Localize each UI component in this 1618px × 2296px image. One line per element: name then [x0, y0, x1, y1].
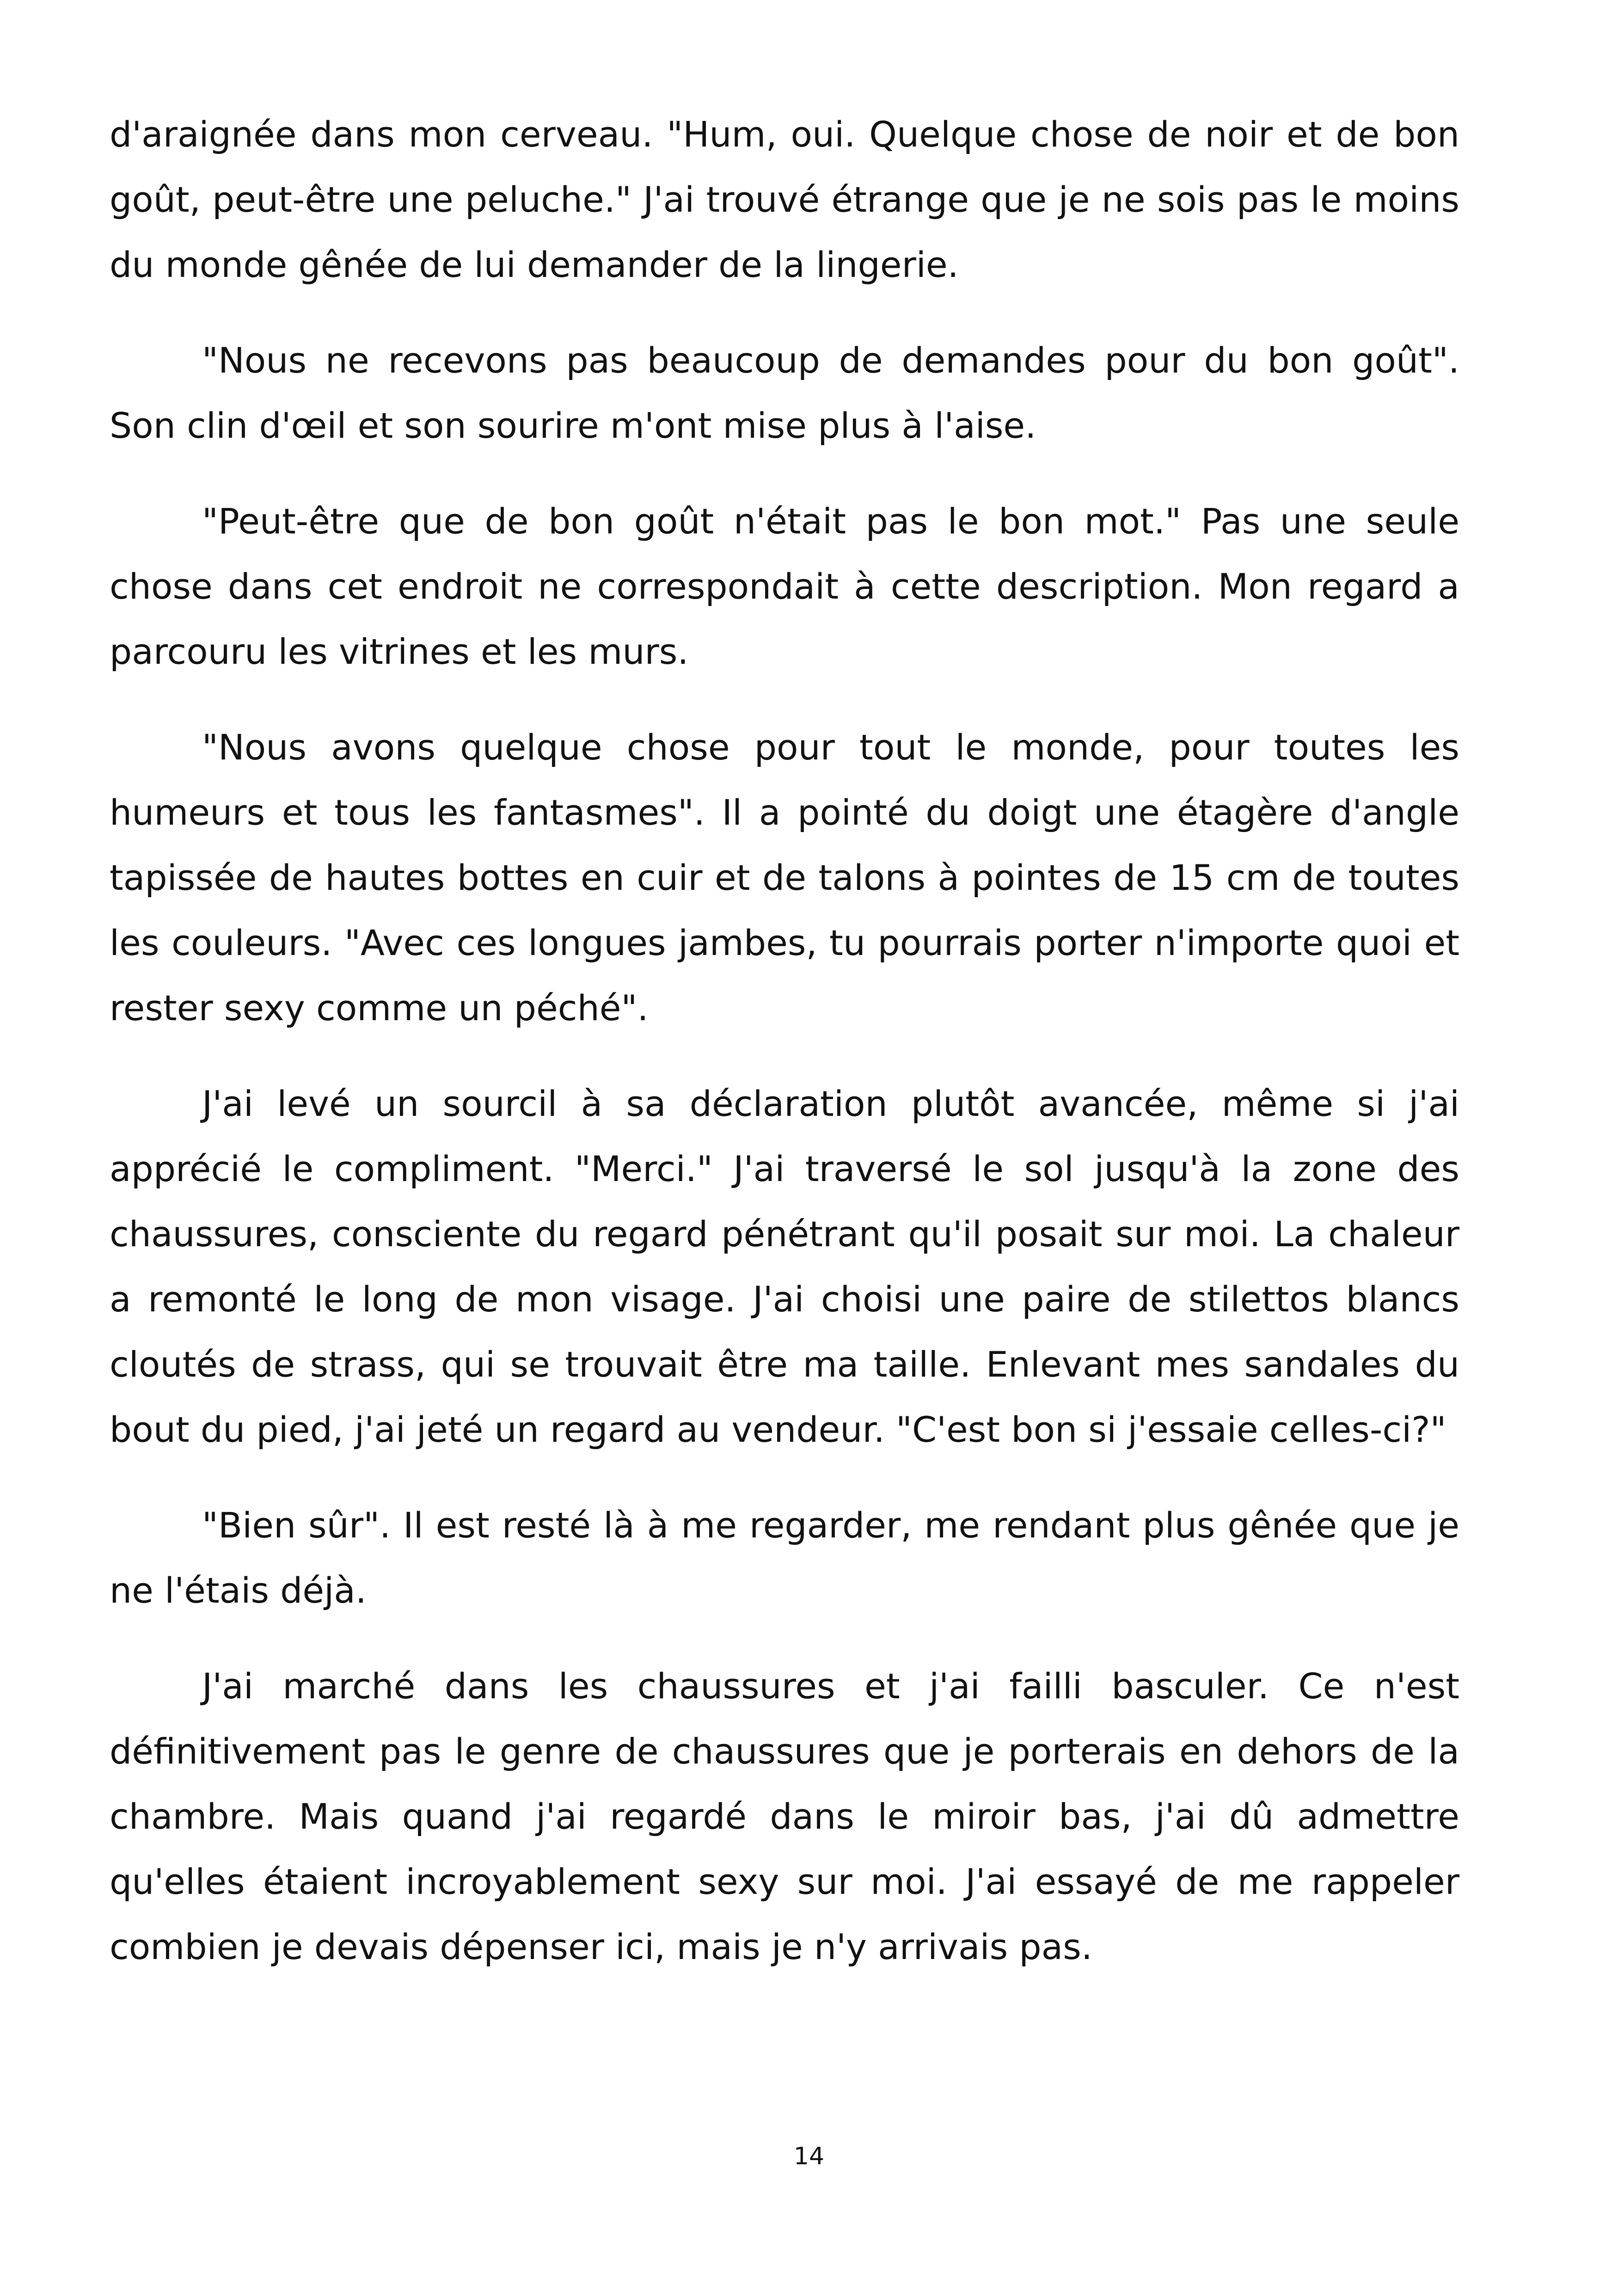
paragraph-1: d'araignée dans mon cerveau. "Hum, oui. Quelque chose de noir et de bon goût, peut-être une peluche." J'ai trouvé étrange que je ne sois pas le moins du monde gênée de lui demander de la lingerie.	[110, 114, 1459, 285]
page-number: 14	[793, 2143, 825, 2170]
paragraph-5: J'ai levé un sourcil à sa déclaration plutôt avancée, même si j'ai apprécié le compliment. "Merci." J'ai traversé le sol jusqu'à la zone des chaussures, consciente du regard pénétrant qu'il posait sur moi. La chaleur a remonté le long de mon visage. J'ai choisi une paire de stilettos blancs cloutés de strass, qui se trouvait être ma taille. Enlevant mes sandales du bout du pied, j'ai jeté un regard au vendeur. "C'est bon si j'essaie celles-ci?"	[110, 1083, 1459, 1450]
paragraph-3: "Peut-être que de bon goût n'était pas le bon mot." Pas une seule chose dans cet endroit ne correspondait à cette description. Mon regard a parcouru les vitrines et les murs.	[110, 501, 1459, 672]
body-text	[110, 102, 1459, 2010]
paragraph-6: "Bien sûr". Il est resté là à me regarder, me rendant plus gênée que je ne l'étais déjà.	[110, 1505, 1459, 1611]
paragraph-4: "Nous avons quelque chose pour tout le monde, pour toutes les humeurs et tous les fantasmes". Il a pointé du doigt une étagère d'angle tapissée de hautes bottes en cuir et de talons à pointes de 15 cm de toutes les couleurs. "Avec ces longues jambes, tu pourrais porter n'importe quoi et rester sexy comme un péché".	[110, 727, 1459, 1029]
paragraph-2: "Nous ne recevons pas beaucoup de demandes pour du bon goût". Son clin d'œil et son sourire m'ont mise plus à l'aise.	[110, 340, 1459, 446]
paragraph-7: J'ai marché dans les chaussures et j'ai failli basculer. Ce n'est définitivement pas le genre de chaussures que je porterais en dehors de la chambre. Mais quand j'ai regardé dans le miroir bas, j'ai dû admettre qu'elles étaient incroyablement sexy sur moi. J'ai essayé de me rappeler combien je devais dépenser ici, mais je n'y arrivais pas.	[110, 1665, 1459, 1967]
